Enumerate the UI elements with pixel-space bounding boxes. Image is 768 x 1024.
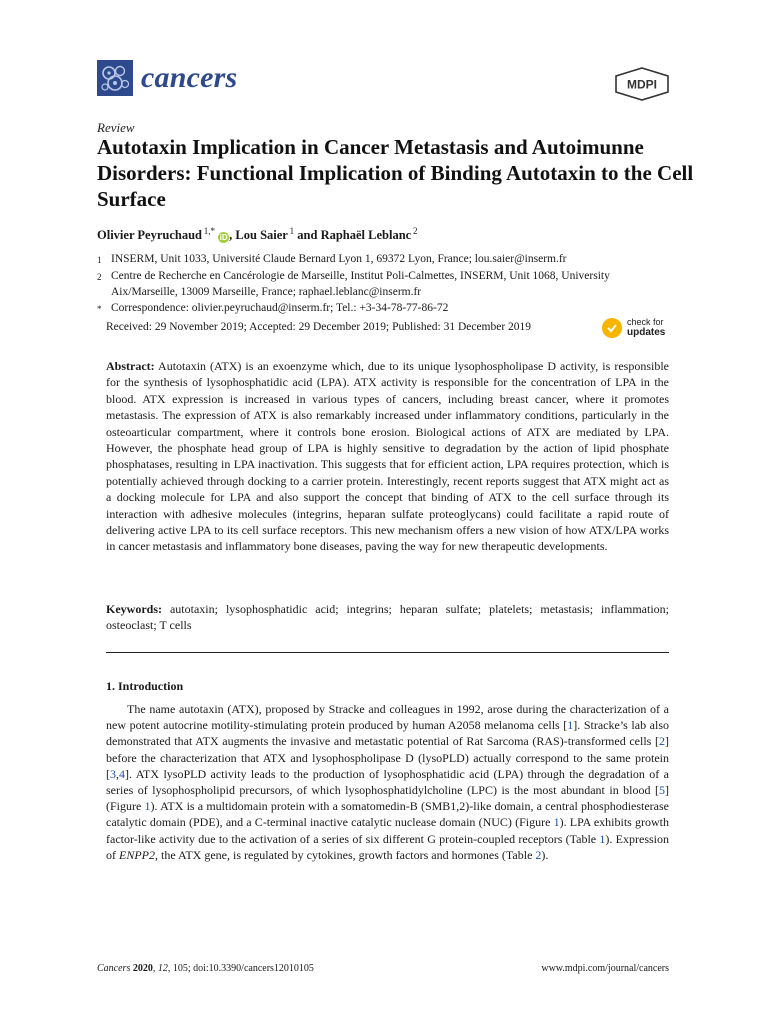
author-affiliation-mark: 1 [289, 226, 295, 236]
author-affiliation-mark: 2 [413, 226, 418, 236]
introduction-paragraph: The name autotaxin (ATX), proposed by Stracke and colleagues in 1992, arose during the characterization of a new potent autocrine motility-stimulating protein produced by human A2058 melanoma cells [1]. Stracke’s lab also demonstrated that ATX augments the invasive and metastatic potential of Rat Sarcoma (RAS)-transformed cells [2] before the characterization that ATX and lysophospholipase D (lysoPLD) actually correspond to the same protein [3,4]. ATX lysoPLD activity leads to the production of lysophosphatidic acid (LPA) through the degradation of a series of lysophospholipid precursors, of which lysophosphatidylcholine (LPC) is the most abundant in blood [5] (Figure 1). ATX is a multidomain protein with a somatomedin-B (SMB1,2)-like domain, a central phosphodiesterase catalytic domain (PDE), and a C-terminal inactive catalytic nuclease domain (NUC) (Figure 1). LPA exhibits growth factor-like activity due to the activation of a series of six different G protein-coupled receptors (Table 1). Expression of ENPP2, the ATX gene, is regulated by cytokines, growth factors and hormones (Table 2). [106, 702, 670, 862]
affiliation-text: Centre de Recherche en Cancérologie de Marseille, Institut Poli-Calmettes, INSERM, Unit 1068, University Aix/Marseille, 13009 Marseille, France; raphael.leblanc@inserm.fr [111, 270, 610, 298]
citation-link[interactable]: 3 [110, 766, 116, 781]
article-title: Autotaxin Implication in Cancer Metastasis and Autoimunne Disorders: Functional Implication of Binding Autotaxin to the Cell Surface [97, 135, 694, 211]
author-name[interactable]: Raphaël Leblanc [320, 228, 412, 243]
table-link[interactable]: 1 [599, 831, 606, 846]
gene-name: ENPP2 [119, 847, 155, 862]
abstract-label: Abstract: [106, 359, 155, 373]
abstract-text: Autotaxin (ATX) is an exoenzyme which, due to its unique lysophospholipase D activity, is responsible for the synthesis of lysophosphatidic acid (LPA). ATX activity is responsible for the concentration of LPA in the blood. ATX expression is increased in various types of cancers, including breast cancer, where it promotes metastasis. The expression of ATX is also remarkably increased under inflammatory conditions, particularly in the osteoarticular compartment, where it controls bone erosion. Biological actions of ATX are mediated by LPA. However, the phosphate head group of LPA is highly sensitive to degradation by the action of lipid phosphate phosphatases, resulting in LPA inactivation. This suggests that for efficient action, LPA requires protection, which is potentially achieved through docking to a carrier protein. Interestingly, recent reports suggest that ATX might act as a docking molecule for LPA and also support the concept that binding of ATX to the cell surface through its interaction with adhesive molecules (integrins, heparan sulfate proteoglycans) could facilitate a rapid route of delivering active LPA to its cell surface receptors. This new mechanism offers a new vision of how ATX/LPA works in cancer metastasis and inflammatory bone diseases, paving the way for new therapeutic developments. [106, 359, 669, 554]
section-title: 1. Introduction [106, 679, 184, 693]
orcid-icon[interactable]: iD [219, 233, 228, 243]
author-affiliation-mark: 1,* [203, 226, 216, 236]
correspondence-mark: * [97, 304, 102, 314]
correspondence-text: Correspondence: olivier.peyruchaud@inserm.fr; Tel.: +3-34-78-77-86-72 [111, 302, 449, 314]
mdpi-logo [612, 66, 672, 102]
keywords-text: autotaxin; lysophosphatidic acid; integrins; heparan sulfate; platelets; metastasis; inflammation; osteoclast; T cells [106, 602, 669, 633]
author-separator: and [294, 228, 321, 243]
citation-link[interactable]: 5 [659, 783, 665, 798]
keywords [106, 601, 669, 634]
figure-link[interactable]: 1 [553, 815, 560, 830]
author-name[interactable]: Lou Saier [235, 228, 288, 243]
check-updates-icon [602, 318, 622, 338]
mdpi-text: MDPI [627, 77, 657, 92]
journal-name: cancers [141, 61, 238, 94]
footer-volume: 12 [157, 963, 168, 974]
check-updates-line1: check for [627, 317, 664, 327]
check-for-updates-button[interactable] [602, 317, 665, 338]
correspondence-item [97, 300, 657, 317]
affiliation-item [97, 251, 657, 268]
journal-url[interactable]: www.mdpi.com/journal/cancers [541, 963, 669, 974]
footer-doi[interactable]: , 105; doi:10.3390/cancers12010105 [167, 963, 314, 974]
affiliation-mark: 2 [97, 272, 102, 282]
affiliations [97, 251, 657, 317]
cell-cluster-icon [97, 60, 133, 96]
abstract [106, 358, 669, 555]
check-updates-line2: updates [627, 327, 666, 338]
article-type: Review [97, 120, 135, 135]
footer-year: 2020 [132, 963, 153, 974]
figure-link[interactable]: 1 [144, 799, 151, 814]
author-list [97, 226, 418, 243]
citation-footer: Cancers 2020, 12, 105; doi:10.3390/cancers12010105 [97, 963, 314, 974]
affiliation-mark: 1 [97, 255, 102, 265]
citation-link[interactable]: 1 [567, 718, 574, 733]
author-separator: , [229, 228, 236, 243]
table-link[interactable]: 2 [535, 847, 542, 862]
affiliation-item [97, 268, 657, 300]
citation-link[interactable]: 2 [659, 734, 665, 749]
author-name[interactable]: Olivier Peyruchaud [97, 228, 202, 243]
footer-journal: Cancers [97, 963, 131, 974]
journal-logo [97, 60, 237, 96]
affiliation-text: INSERM, Unit 1033, Université Claude Bernard Lyon 1, 69372 Lyon, France; lou.saier@inserm.fr [111, 253, 567, 265]
publication-dates: Received: 29 November 2019; Accepted: 29 December 2019; Published: 31 December 2019 [106, 321, 532, 333]
citation-link[interactable]: 4 [119, 766, 125, 781]
keywords-label: Keywords: [106, 602, 162, 616]
section-divider [106, 652, 669, 653]
check-updates-label [627, 317, 665, 338]
